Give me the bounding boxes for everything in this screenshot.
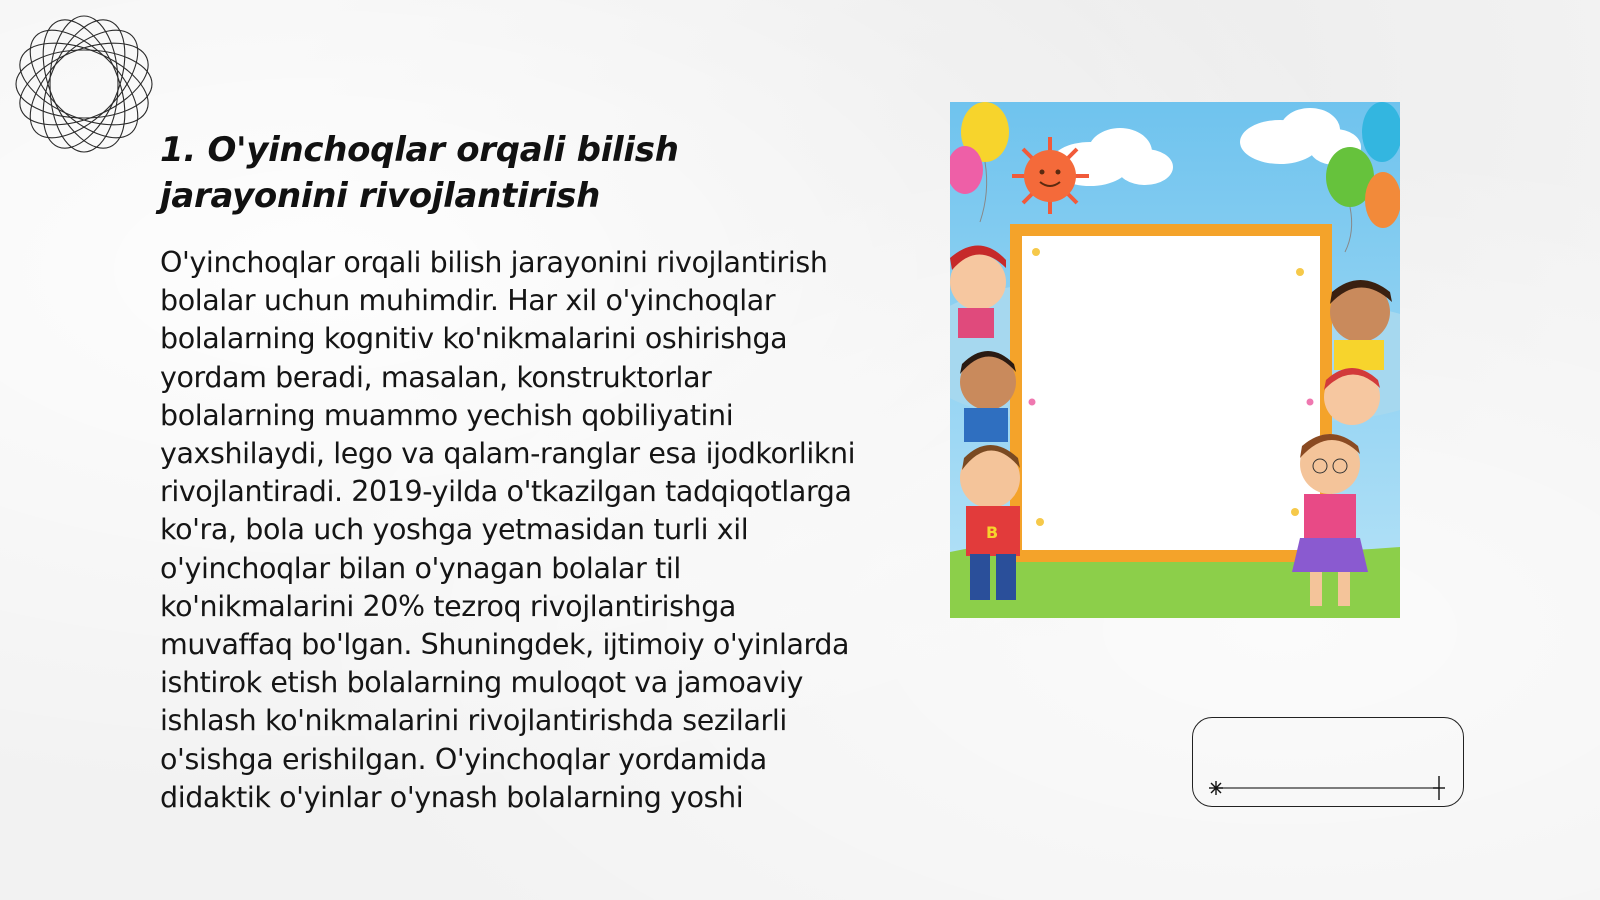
spirograph-loop [50,16,118,152]
spirograph-loop [10,27,158,142]
spirograph-loop [16,50,152,118]
spirograph-loop [27,10,142,158]
sparkle-icon [1209,781,1223,795]
spirograph-loop [12,12,156,156]
child-right-1 [1330,280,1392,370]
spirograph-loop [12,12,156,156]
frame-board [1022,236,1320,550]
children-frame-illustration [950,102,1400,618]
child-right-2 [1324,368,1380,425]
slide-title: 1. O'yinchoqlar orqali bilish jarayonini rivojlantirish [160,129,679,216]
svg-text:B: B [986,523,999,542]
spirograph-loop [27,10,142,158]
plus-star-icon [1433,776,1445,800]
slide-body-text: O'yinchoqlar orqali bilish jarayonini rivojlantirish bolalar uchun muhimdir. Har xil o'yinchoqlar bolalarning kognitiv ko'nikmalarini oshirishga yordam beradi, masalan, konstruktorlar bolalarning muammo yechish qobiliyatini yaxshilaydi, lego va qalam-ranglar esa ijodkorlikni rivojlantiradi. 2019-yilda o'tkazilgan tadqiqotlarga ko'ra, bola uch yoshga yetmasidan turli xil o'yinchoqlar bilan o'ynagan bolalar til ko'nikmalarini 20% tezroq rivojlantirishga muvaffaq bo'lgan. Shuningdek, ijtimoiy o'yinlarda ishtirok etish bolalarning muloqot va jamoaviy ishlash ko'nikmalarini rivojlantirishda sezilarli o'sishga erishilgan. O'yinchoqlar yordamida didaktik o'yinlar o'ynash bolalarning yoshi [160,246,856,814]
spirograph-ornament-icon [10,10,158,158]
child-left-2 [960,351,1016,442]
decorative-line-box [1192,717,1464,807]
spirograph-loop [10,27,158,142]
